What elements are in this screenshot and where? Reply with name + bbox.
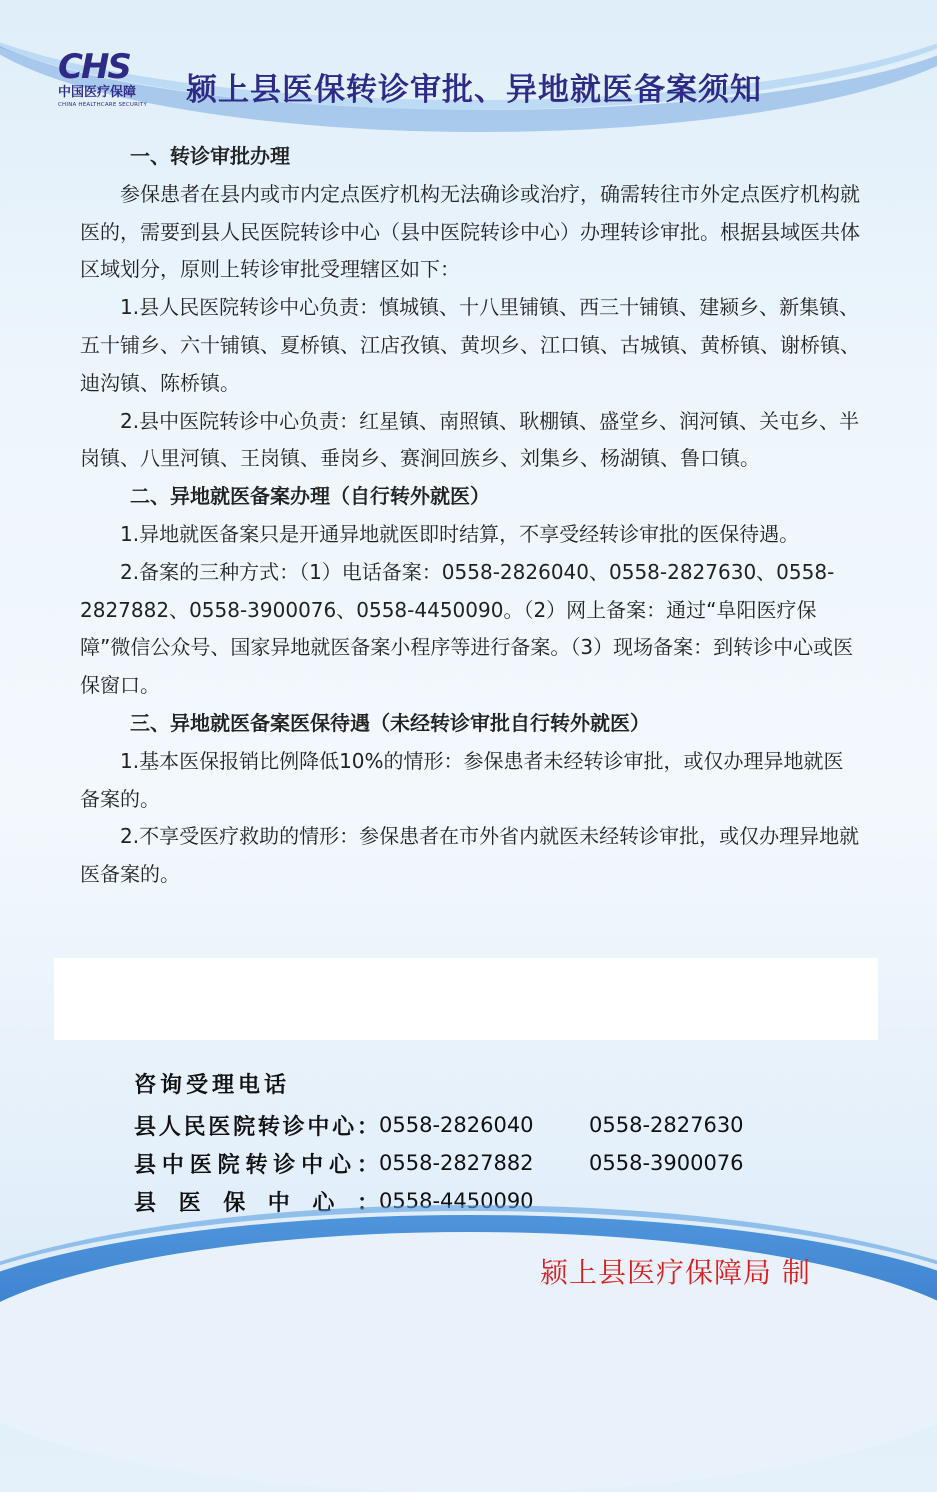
section-2-paragraph-2: 2.备案的三种方式：（1）电话备案：0558-2826040、0558-2827630、0558-2827882、0558-3900076、0558-4450090。（2）网上备案：通过“阜阳医疗保障”微信公众号、国家异地就医备案小程序等进行备案。（3）现场备案：到转诊中心或医保窗口。: [80, 559, 854, 698]
contact-label: [134, 1148, 379, 1179]
section-3-paragraph-1: 1.基本医保报销比例降低10%的情形：参保患者未经转诊审批，或仅办理异地就医备案的。: [80, 748, 844, 811]
phone-number: 0558-2827882: [379, 1151, 534, 1175]
issuer-footer: 颍上县医疗保障局 制: [540, 1256, 811, 1289]
label-char: 心: [329, 1152, 352, 1178]
contact-phones: [134, 1068, 799, 1220]
contact-heading: 咨询受理电话: [134, 1073, 291, 1098]
label-char: 医: [208, 1114, 231, 1140]
contact-label: [134, 1110, 379, 1141]
section-1-paragraph-2: 1.县人民医院转诊中心负责：慎城镇、十八里铺镇、西三十铺镇、建颍乡、新集镇、五十铺乡、六十铺镇、夏桥镇、江店孜镇、黄坝乡、江口镇、古城镇、黄桥镇、谢桥镇、迪沟镇、陈桥镇。: [80, 295, 860, 395]
label-char: 转: [245, 1152, 268, 1178]
label-char: 中: [267, 1190, 290, 1216]
label-char: 保: [223, 1190, 246, 1216]
label-char: 中: [301, 1152, 324, 1178]
label-char: 心: [312, 1190, 335, 1216]
page-title: 颍上县医保转诊审批、异地就医备案须知: [186, 72, 762, 108]
label-char: 诊: [273, 1152, 296, 1178]
section-1-paragraph-1: 参保患者在县内或市内定点医疗机构无法确诊或治疗，确需转往市外定点医疗机构就医的，需要到县人民医院转诊中心（县中医院转诊中心）办理转诊审批。根据县域医共体区域划分，原则上转诊审批受理辖区如下：: [80, 181, 860, 282]
section-1-heading: 一、转诊审批办理: [130, 144, 290, 168]
section-2-paragraph-1: 1.异地就医备案只是开通异地就医即时结算，不享受经转诊审批的医保待遇。: [120, 521, 800, 546]
label-colon: ：: [356, 1152, 379, 1178]
label-char: 中: [307, 1114, 330, 1140]
logo-chinese-text: 中国医疗保障: [58, 85, 137, 100]
label-char: 民: [183, 1114, 206, 1140]
label-colon: ：: [356, 1114, 379, 1140]
label-char: 医: [178, 1190, 201, 1216]
blank-white-panel: [54, 958, 878, 1040]
chs-logo: [58, 47, 166, 116]
label-char: 诊: [282, 1114, 305, 1140]
label-char: 中: [161, 1152, 184, 1178]
label-char: 县: [134, 1190, 157, 1216]
label-char: 转: [257, 1114, 280, 1140]
phone-number: 0558-2826040: [379, 1113, 534, 1137]
section-3-heading: 三、异地就医备案医保待遇（未经转诊审批自行转外就医）: [130, 710, 650, 735]
logo-english-text: CHINA HEALTHCARE SECURITY: [58, 102, 148, 108]
label-char: 院: [217, 1152, 240, 1178]
notice-body: [80, 138, 862, 894]
logo-mark: CHS: [58, 47, 130, 87]
label-char: 县: [134, 1114, 157, 1140]
label-colon: ：: [356, 1190, 379, 1216]
label-char: 院: [233, 1114, 256, 1140]
section-3-paragraph-2: 2.不享受医疗救助的情形：参保患者在市外省内就医未经转诊审批，或仅办理异地就医备案的。: [80, 824, 860, 887]
label-char: 县: [134, 1152, 157, 1178]
label-char: 心: [332, 1114, 355, 1140]
contact-row: [134, 1144, 799, 1182]
phone-number: 0558-4450090: [379, 1189, 534, 1213]
phone-number: 0558-3900076: [589, 1151, 744, 1175]
contact-row: [134, 1106, 799, 1144]
section-2-heading: 二、异地就医备案办理（自行转外就医）: [130, 484, 490, 509]
phone-number: 0558-2827630: [589, 1113, 744, 1137]
label-char: 医: [189, 1152, 212, 1178]
label-char: 人: [158, 1114, 181, 1140]
section-1-paragraph-3: 2.县中医院转诊中心负责：红星镇、南照镇、耿棚镇、盛堂乡、润河镇、关屯乡、半岗镇、八里河镇、王岗镇、垂岗乡、赛涧回族乡、刘集乡、杨湖镇、鲁口镇。: [80, 408, 860, 471]
